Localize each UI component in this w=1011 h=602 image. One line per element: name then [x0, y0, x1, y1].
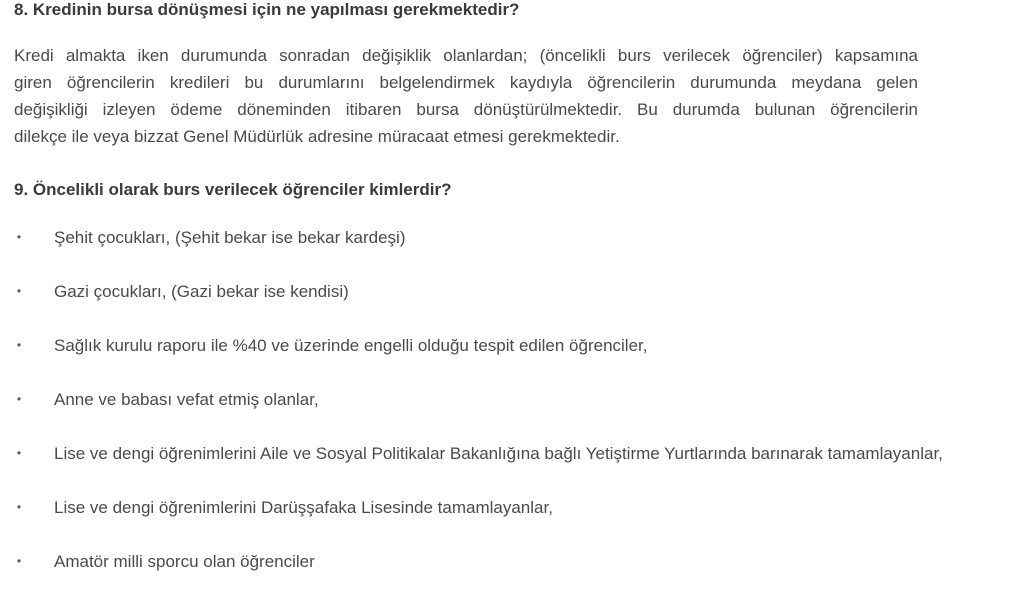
list-item-text: Şehit çocukları, (Şehit bekar ise bekar kardeşi): [54, 228, 406, 247]
bullet-icon: •: [16, 392, 22, 406]
list-item-text: Lise ve dengi öğrenimlerini Aile ve Sosyal Politikalar Bakanlığına bağlı Yetiştirme Yurtlarında barınarak tamamlayanlar,: [54, 444, 943, 463]
bullet-icon: •: [16, 500, 22, 514]
list-item-text: Lise ve dengi öğrenimlerini Darüşşafaka Lisesinde tamamlayanlar,: [54, 498, 553, 517]
bullet-icon: •: [16, 284, 22, 298]
answer-line: Kredi almakta iken durumunda sonradan değişiklik olanlardan; (öncelikli burs verilecek öğrenciler) kapsamına: [14, 46, 918, 65]
bullet-icon: •: [16, 230, 22, 244]
answer-line: dilekçe ile veya bizzat Genel Müdürlük adresine müracaat etmesi gerekmektedir.: [14, 127, 620, 146]
question-heading-8: 8. Kredinin bursa dönüşmesi için ne yapılması gerekmektedir?: [14, 0, 520, 19]
bullet-icon: •: [16, 338, 22, 352]
list-item-text: Gazi çocukları, (Gazi bekar ise kendisi): [54, 282, 349, 301]
answer-line: değişikliği izleyen ödeme döneminden itibaren bursa dönüştürülmektedir. Bu durumda bulunan öğrencilerin: [14, 100, 918, 119]
list-item-text: Anne ve babası vefat etmiş olanlar,: [54, 390, 319, 409]
list-item-text: Amatör milli sporcu olan öğrenciler: [54, 552, 315, 571]
bullet-icon: •: [16, 554, 22, 568]
answer-paragraph-8: [14, 42, 918, 150]
question-heading-9: 9. Öncelikli olarak burs verilecek öğrenciler kimlerdir?: [14, 180, 452, 199]
bullet-icon: •: [16, 446, 22, 460]
list-item-text: Sağlık kurulu raporu ile %40 ve üzerinde engelli olduğu tespit edilen öğrenciler,: [54, 336, 648, 355]
answer-line: giren öğrencilerin kredileri bu durumlarını belgelendirmek kaydıyla öğrencilerin durumunda meydana gelen: [14, 73, 918, 92]
